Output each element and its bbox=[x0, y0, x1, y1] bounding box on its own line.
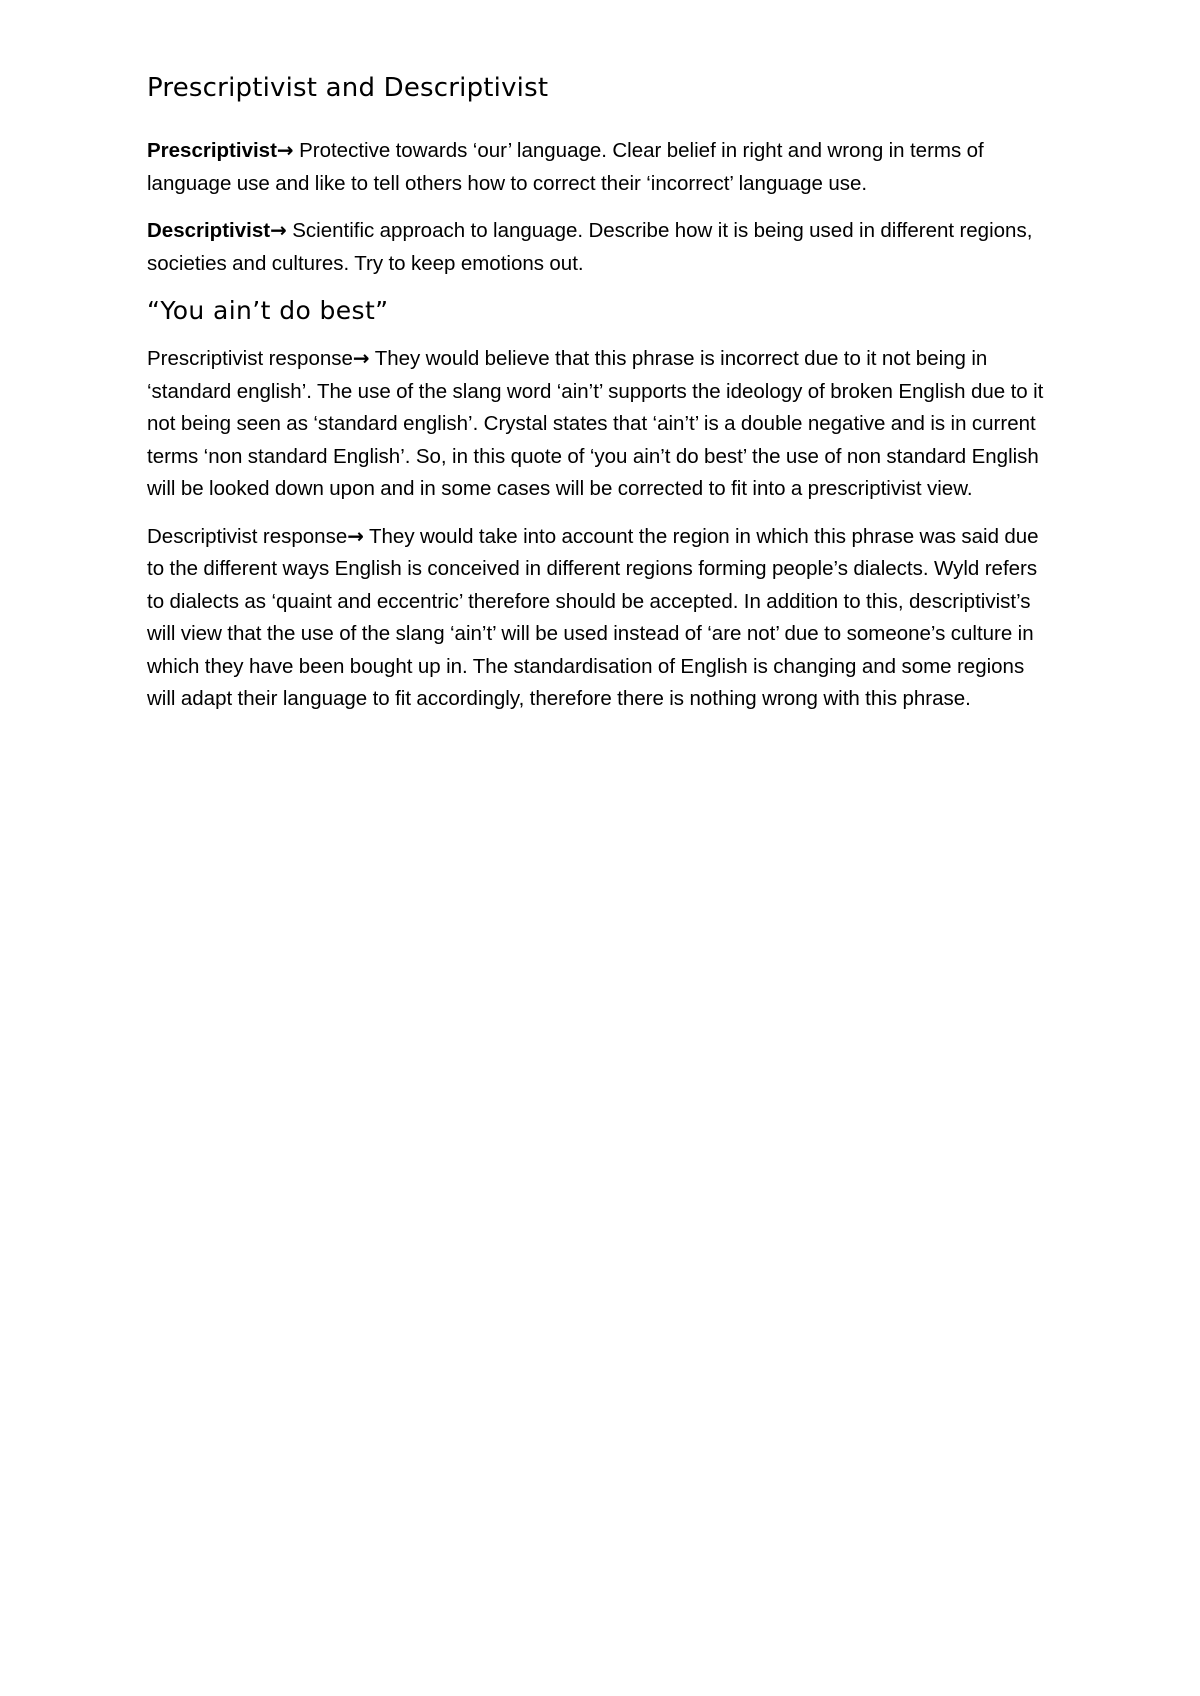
response-label: Descriptivist response bbox=[147, 524, 348, 548]
definition-text: Scientific approach to language. Describe how it is being used in different regions, societies and cultures. Try to keep emotions out. bbox=[147, 219, 1033, 275]
definition-term: Descriptivist bbox=[147, 219, 271, 242]
document-body bbox=[147, 70, 1047, 730]
quote-heading: “You ain’t do best” bbox=[147, 296, 389, 325]
document-title: Prescriptivist and Descriptivist bbox=[147, 73, 549, 103]
definition-term: Prescriptivist bbox=[147, 139, 277, 162]
response-text: They would believe that this phrase is incorrect due to it not being in ‘standard english’. The use of the slang word ‘ain’t’ supports the ideology of broken English due to it not being seen as ‘standard english’. Crystal states that ‘ain’t’ is a double negative and is in current terms ‘non standard English’. So, in this quote of ‘you ain’t do best’ the use of non standard English will be looked down upon and in some cases will be corrected to fit into a prescriptivist view. bbox=[147, 347, 1044, 500]
descriptivist-response bbox=[147, 520, 1047, 716]
right-arrow-icon: → bbox=[276, 138, 294, 162]
prescriptivist-response bbox=[147, 342, 1047, 506]
definition-descriptivist bbox=[147, 214, 1047, 280]
right-arrow-icon: → bbox=[347, 523, 364, 548]
definition-text: Protective towards ‘our’ language. Clear belief in right and wrong in terms of language use and like to tell others how to correct their ‘incorrect’ language use. bbox=[147, 139, 984, 195]
right-arrow-icon: → bbox=[270, 218, 287, 242]
right-arrow-icon: → bbox=[352, 346, 370, 370]
response-text: They would take into account the region in which this phrase was said due to the different ways English is conceived in different regions forming people’s dialects. Wyld refers to dialects as ‘quaint and eccentric’ therefore should be accepted. In addition to this, descriptivist’s will view that the use of the slang ‘ain’t’ will be used instead of ‘are not’ due to someone’s culture in which they have been bought up in. The standardisation of English is changing and some regions will adapt their language to fit accordingly, therefore there is nothing wrong with this phrase. bbox=[147, 524, 1039, 710]
definition-prescriptivist bbox=[147, 134, 1047, 200]
response-label: Prescriptivist response bbox=[147, 347, 353, 370]
